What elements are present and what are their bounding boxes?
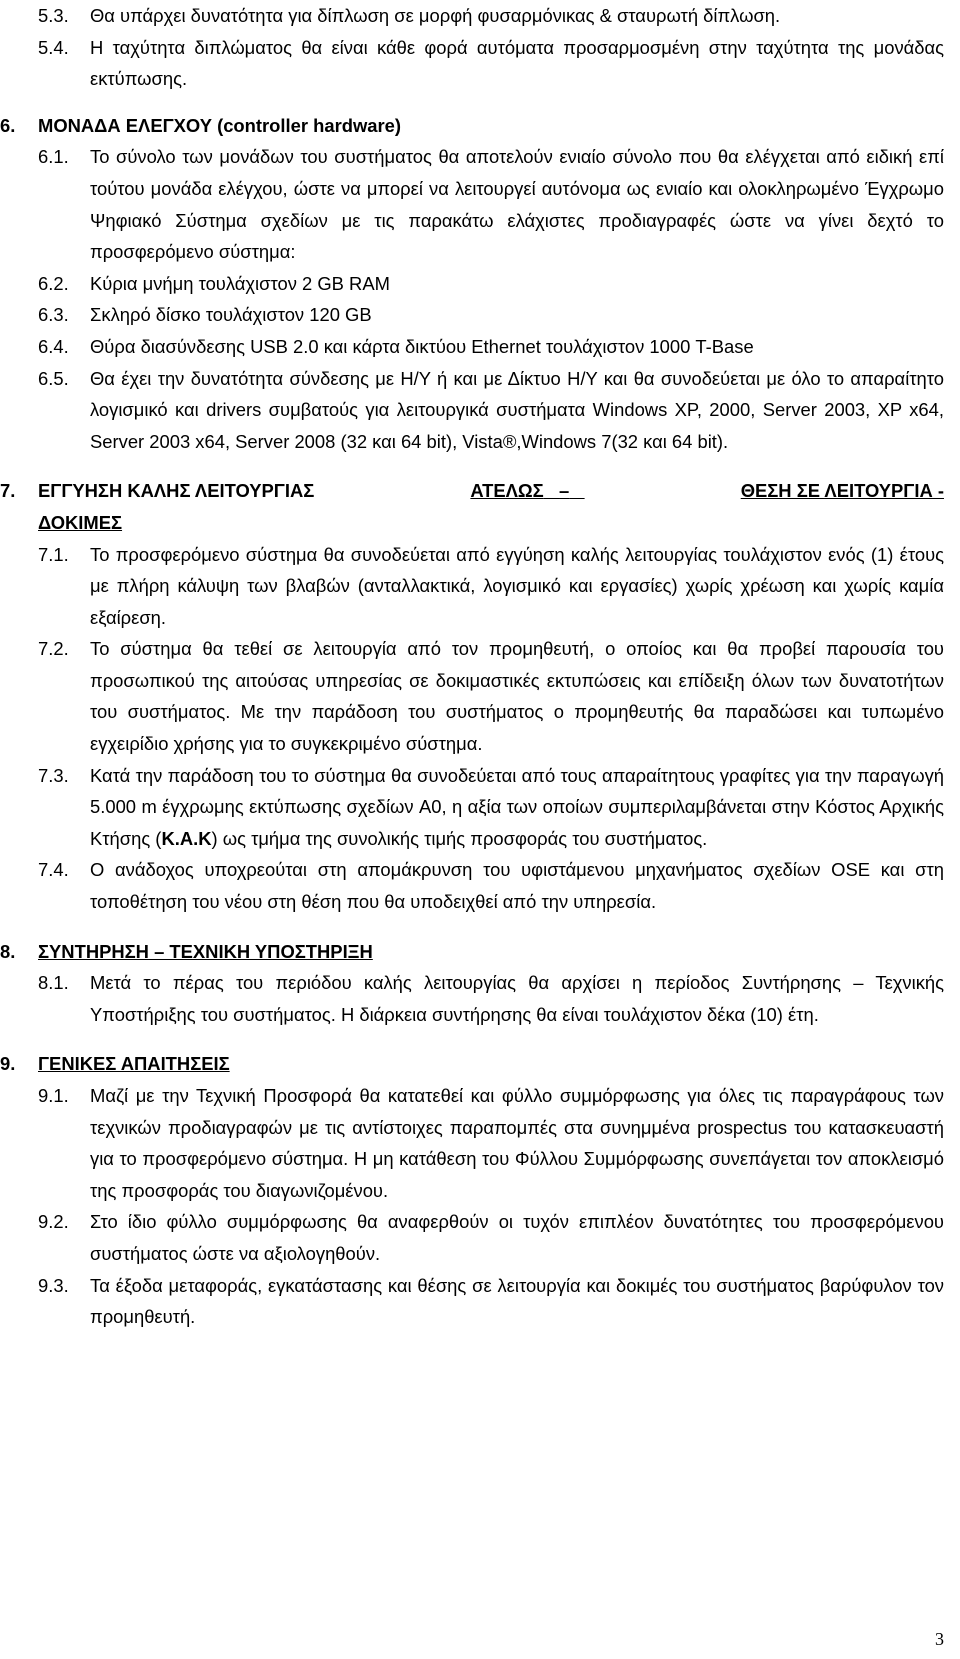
item-text: Το σύστημα θα τεθεί σε λειτουργία από τον προμηθευτή, ο οποίος και θα προβεί παρουσία του προσωπικού της αιτούσας υπηρεσίας σε δοκιμαστικές εκτυπώσεις και επίδειξη όλων των δυνατοτήτων του συστήματος. Με την παράδοση του συστήματος ο προμηθευτής θα παραδώσει και τυπωμένο εγχειρίδιο χρήσης για το συγκεκριμένο σύστημα. — [90, 638, 944, 755]
item-text-part: Κατά την παράδοση του το σύστημα θα συνοδεύεται από τους απαραίτητους γραφίτες για την παραγωγή 5.000 m έγχρωμης εκτύπωσης σχεδίων A0, η αξία των οποίων συμπεριλαμβάνεται στην Κόστος Αρχικής Κτήσης ( — [90, 764, 944, 849]
section-number: 6. — [0, 114, 16, 136]
item-7-2 — [0, 633, 944, 759]
section-gap — [0, 457, 960, 475]
section-title-mid — [470, 475, 584, 507]
section-title-part: ΑΤΕΛΩΣ — [470, 480, 544, 502]
item-number: 6.5. — [38, 367, 69, 389]
item-8-1 — [0, 967, 944, 1030]
item-text-part: ) ως τμήμα της συνολικής τιμής προσφοράς του συστήματος. — [211, 827, 708, 849]
item-number: 7.2. — [38, 638, 69, 660]
item-number: 5.3. — [38, 5, 69, 26]
item-text: Θύρα διασύνδεσης USB 2.0 και κάρτα δικτύου Ethernet τουλάχιστον 1000 T-Base — [90, 335, 754, 357]
item-text: Κύρια μνήμη τουλάχιστον 2 GB RAM — [90, 272, 390, 294]
item-number: 7.3. — [38, 764, 69, 786]
item-5-4 — [0, 32, 944, 95]
item-text: Μαζί με την Τεχνική Προσφορά θα κατατεθεί και φύλλο συμμόρφωσης για όλες τις παραγράφους των τεχνικών προδιαγραφών με τις αντίστοιχες παραπομπές στα συνημμένα prospectus του κατασκευαστή για το προσφερόμενο σύστημα. Η μη κατάθεση του Φύλλου Συμμόρφωσης συνεπάγεται τον αποκλεισμό της προσφοράς του διαγωνιζομένου. — [90, 1085, 944, 1201]
section-title-left — [0, 475, 315, 507]
item-6-5 — [0, 363, 944, 458]
item-6-1 — [0, 141, 944, 267]
section-number: 7. — [0, 480, 16, 502]
item-text: Το προσφερόμενο σύστημα θα συνοδεύεται από εγγύηση καλής λειτουργίας τουλάχιστον ενός (1) έτους με πλήρη κάλυψη των βλαβών (ανταλλακτικά, λογισμικό και εργασίες) χωρίς χρέωση και χωρίς καμία εξαίρεση. — [90, 543, 944, 628]
section-gap — [0, 95, 960, 110]
item-number: 6.1. — [38, 146, 69, 168]
item-text: Σκληρό δίσκο τουλάχιστον 120 GB — [90, 304, 372, 326]
item-text: Ο ανάδοχος υποχρεούται στη απομάκρυνση του υφιστάμενου μηχανήματος σχεδίων OSE και στη τοποθέτηση του νέου στη θέση που θα υποδειχθεί από την υπηρεσία. — [90, 859, 944, 913]
section-9-heading — [0, 1048, 944, 1080]
item-text: Το σύνολο των μονάδων του συστήματος θα αποτελούν ενιαίο σύνολο που θα ελέγχεται από ειδική επί τούτου μονάδα ελέγχου, ώστε να μπορεί να λειτουργεί αυτόνομα ως ενιαίο και ολοκληρωμένο Έγχρωμο Ψηφιακό Σύστημα σχεδίων με τις παρακάτω ελάχιστες προδιαγραφές ώστε να γίνει δεχτό το προσφερόμενο σύστημα: — [90, 146, 944, 263]
item-number: 7.4. — [38, 859, 69, 881]
item-number: 9.3. — [38, 1274, 69, 1296]
item-number: 6.3. — [38, 304, 69, 326]
section-number: 8. — [0, 940, 16, 962]
item-7-1 — [0, 539, 944, 634]
item-text — [90, 760, 944, 855]
section-gap — [0, 1030, 960, 1048]
item-7-4 — [0, 854, 944, 917]
section-title: ΓΕΝΙΚΕΣ ΑΠΑΙΤΗΣΕΙΣ — [38, 1053, 230, 1075]
item-6-2 — [0, 268, 944, 300]
item-text: Τα έξοδα μεταφοράς, εγκατάστασης και θέσης σε λειτουργία και δοκιμές του συστήματος βαρύφυλον τον προμηθευτή. — [90, 1274, 944, 1328]
section-title: ΜΟΝΑΔΑ ΕΛΕΓΧΟΥ (controller hardware) — [38, 114, 402, 136]
item-number: 6.2. — [38, 272, 69, 294]
item-number: 5.4. — [38, 36, 69, 58]
item-text: Η ταχύτητα διπλώματος θα είναι κάθε φορά αυτόματα προσαρμοσμένη στην ταχύτητα της μονάδας εκτύπωσης. — [90, 36, 944, 90]
section-number: 9. — [0, 1053, 16, 1075]
item-number: 6.4. — [38, 335, 69, 357]
item-number: 9.1. — [38, 1085, 69, 1106]
section-title: ΣΥΝΤΗΡΗΣΗ – ΤΕΧΝΙΚΗ ΥΠΟΣΤΗΡΙΞΗ — [38, 940, 373, 962]
item-text-bold: Κ.Α.Κ — [161, 827, 212, 849]
item-9-3 — [0, 1270, 944, 1333]
item-text: Στο ίδιο φύλλο συμμόρφωσης θα αναφερθούν οι τυχόν επιπλέον δυνατότητες του προσφερόμενου συστήματος ώστε να αξιολογηθούν. — [90, 1211, 944, 1264]
item-number: 8.1. — [38, 972, 69, 994]
item-7-3 — [0, 760, 944, 855]
section-8-heading — [0, 936, 944, 968]
section-6-heading — [0, 110, 944, 142]
item-6-4 — [0, 331, 944, 363]
item-number: 7.1. — [38, 543, 69, 565]
section-title-right: ΘΕΣΗ ΣΕ ΛΕΙΤΟΥΡΓΙΑ - — [740, 480, 944, 502]
page-number: 3 — [935, 1629, 944, 1649]
item-text: Μετά το πέρας του περιόδου καλής λειτουργίας θα αρχίσει η περίοδος Συντήρησης – Τεχνικής Υποστήριξης του συστήματος. Η διάρκεια συντήρησης θα είναι τουλάχιστον δέκα (10) έτη. — [90, 972, 944, 1025]
section-title-row — [0, 475, 944, 507]
section-7-heading — [0, 475, 944, 538]
item-6-3 — [0, 299, 944, 331]
section-title-line2: ΔΟΚΙΜΕΣ — [38, 511, 123, 533]
item-9-1 — [0, 1080, 944, 1206]
section-gap — [0, 918, 960, 936]
item-9-2 — [0, 1206, 944, 1269]
item-5-3 — [0, 0, 944, 32]
item-text: Θα έχει την δυνατότητα σύνδεσης με Η/Υ ή και με Δίκτυο Η/Υ και θα συνοδεύεται με όλο το απαραίτητο λογισμικό και drivers συμβατούς για λειτουργικά συστήματα Windows XP, 2000, Server 2003, XP x64, Server 2003 x64, Server 2008 (32 και 64 bit), Vista®,Windows 7(32 και 64 bit). — [90, 367, 944, 452]
section-title-part: ΕΓΓΥΗΣΗ ΚΑΛΗΣ ΛΕΙΤΟΥΡΓΙΑΣ — [38, 480, 315, 502]
item-text: Θα υπάρχει δυνατότητα για δίπλωση σε μορφή φυσαρμόνικας & σταυρωτή δίπλωση. — [90, 5, 781, 26]
item-number: 9.2. — [38, 1211, 69, 1233]
section-title-part: – — [559, 480, 570, 502]
